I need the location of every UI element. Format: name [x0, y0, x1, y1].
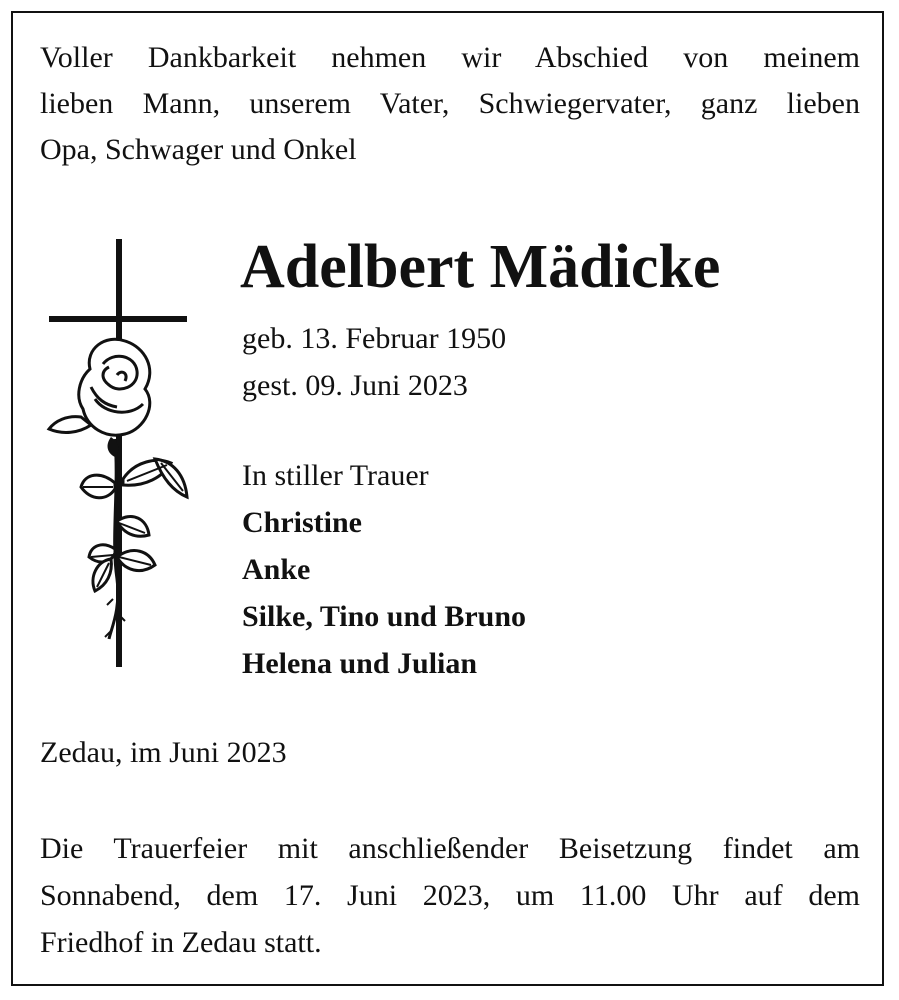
ceremony-line-2: Sonnabend, dem 17. Juni 2023, um 11.00 Uhr auf dem [40, 879, 860, 912]
death-date: gest. 09. Juni 2023 [242, 369, 468, 402]
life-dates [242, 315, 506, 409]
ceremony-line-1: Die Trauerfeier mit anschließender Beisetzung findet am [40, 832, 860, 865]
mourner-name: Anke [242, 553, 311, 586]
intro-line-3: Opa, Schwager und Onkel [40, 133, 357, 166]
place-and-date: Zedau, im Juni 2023 [40, 736, 287, 769]
mourner-name: Silke, Tino und Bruno [242, 600, 527, 633]
intro-text [40, 35, 860, 173]
ceremony-line-3: Friedhof in Zedau statt. [40, 926, 322, 959]
mourner-name: Christine [242, 506, 362, 539]
obituary-notice [11, 11, 884, 986]
cross-with-rose-icon [45, 239, 190, 669]
deceased-name: Adelbert Mädicke [240, 233, 721, 301]
mourners-list [242, 452, 526, 687]
intro-line-2: lieben Mann, unserem Vater, Schwiegervater, ganz lieben [40, 87, 860, 120]
birth-date: geb. 13. Februar 1950 [242, 322, 507, 355]
mourners-heading: In stiller Trauer [242, 459, 429, 492]
intro-line-1: Voller Dankbarkeit nehmen wir Abschied von meinem [40, 41, 860, 74]
ceremony-info [40, 825, 860, 966]
mourner-name: Helena und Julian [242, 647, 478, 680]
